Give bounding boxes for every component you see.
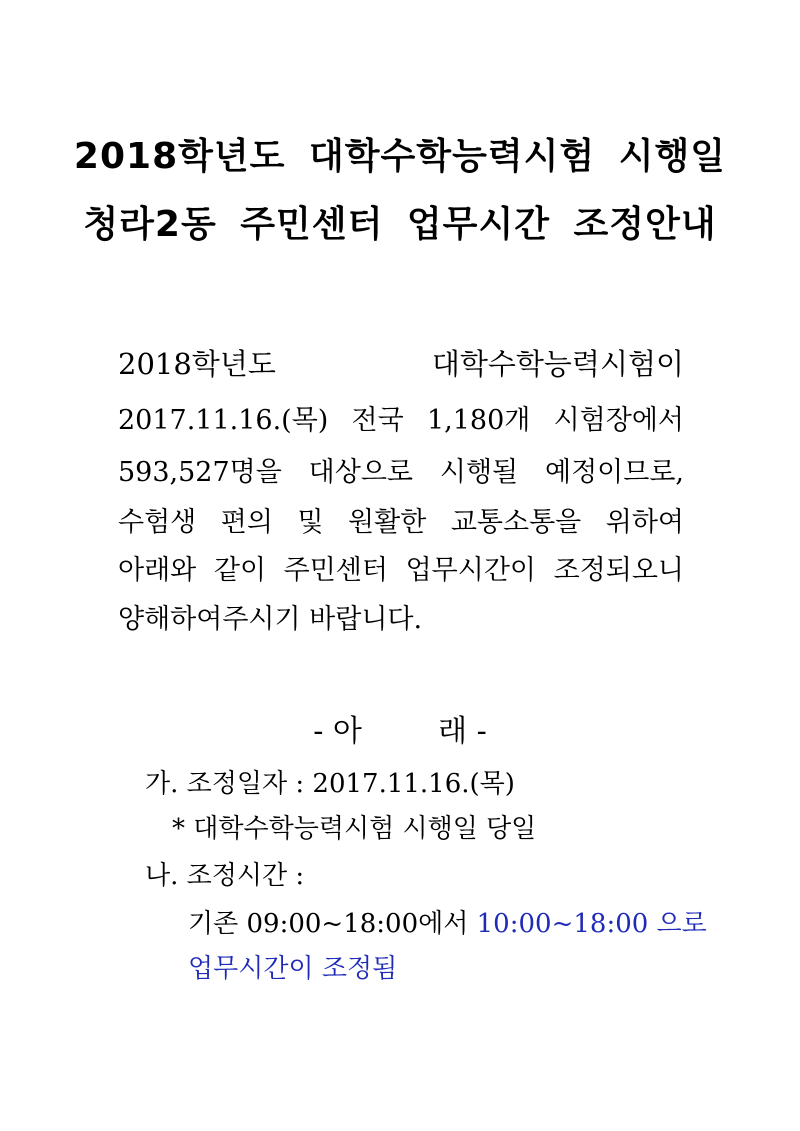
body-line-4: 수험생 편의 및 원활한 교통소통을 위하여: [118, 507, 684, 538]
document-title-line-2: 청라2동 주민센터 업무시간 조정안내: [83, 204, 717, 245]
adjustment-date-item: 가. 조정일자 : 2017.11.16.(목): [145, 769, 515, 799]
document-title-line-1: 2018학년도 대학수학능력시험 시행일: [73, 136, 727, 177]
body-line-2: 2017.11.16.(목) 전국 1,180개 시험장에서: [118, 405, 684, 436]
body-line-5: 아래와 같이 주민센터 업무시간이 조정되오니: [118, 555, 684, 586]
section-heading: - 아 래 -: [313, 714, 487, 749]
new-hours-text: 10:00~18:00 으로: [476, 909, 707, 939]
previous-hours-text: 기존 09:00~18:00에서: [188, 909, 477, 939]
body-line-6: 양해하여주시기 바랍니다.: [118, 604, 423, 635]
adjustment-time-item: 나. 조정시간 :: [145, 861, 305, 891]
adjustment-time-detail: [188, 903, 707, 940]
adjustment-date-note: * 대학수학능력시험 시행일 당일: [172, 814, 537, 844]
adjustment-result-text: 업무시간이 조정됨: [188, 954, 398, 984]
body-line-3: 593,527명을 대상으로 시행될 예정이므로,: [118, 457, 684, 488]
body-line-1: 2018학년도 대학수학능력시험이: [118, 347, 684, 381]
